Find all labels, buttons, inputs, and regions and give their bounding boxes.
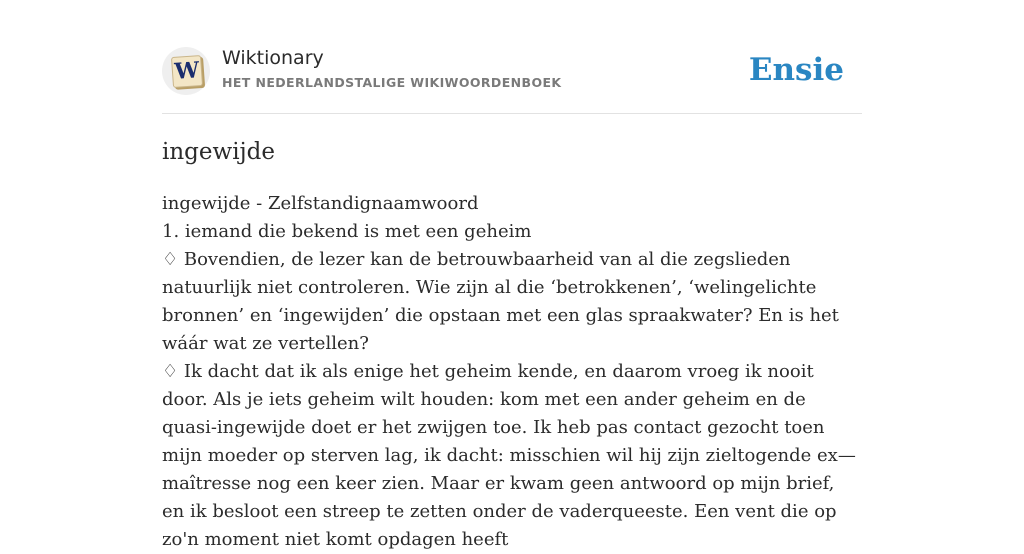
ensie-brand-link[interactable]: Ensie xyxy=(748,52,844,88)
page-title: ingewijde xyxy=(162,139,276,165)
entry-content xyxy=(162,190,862,554)
entry-example: ♢ Bovendien, de lezer kan de betrouwbaarheid van al die zegslieden natuurlijk niet controleren. Wie zijn al die ‘betrokkenen’, ‘welingelichte bronnen’ en ‘ingewijden’ die opstaan met een glas spraakwater? En is het wáár wat ze vertellen? xyxy=(162,249,839,354)
logo-tile xyxy=(171,55,203,88)
header-divider xyxy=(162,113,862,114)
site-subtitle: HET NEDERLANDSTALIGE WIKIWOORDENBOEK xyxy=(222,75,562,90)
site-name[interactable]: Wiktionary xyxy=(222,47,324,69)
site-header xyxy=(162,44,862,114)
entry-heading: ingewijde - Zelfstandignaamwoord xyxy=(162,193,479,214)
entry-definition: 1. iemand die bekend is met een geheim xyxy=(162,221,532,242)
wiktionary-logo[interactable] xyxy=(162,47,210,95)
logo-letter: W xyxy=(173,57,201,85)
entry-example: ♢ Ik dacht dat ik als enige het geheim kende, en daarom vroeg ik nooit door. Als je iets geheim wilt houden: kom met een ander geheim en de quasi-ingewijde doet er het zwijgen toe. Ik heb pas contact gezocht toen mijn moeder op sterven lag, ik dacht: misschien wil hij zijn zieltogende ex—maîtresse nog een keer zien. Maar er kwam geen antwoord op mijn brief, en ik besloot een streep te zetten onder de vaderqueeste. Een vent die op zo'n moment niet komt opdagen heeft xyxy=(162,361,856,550)
